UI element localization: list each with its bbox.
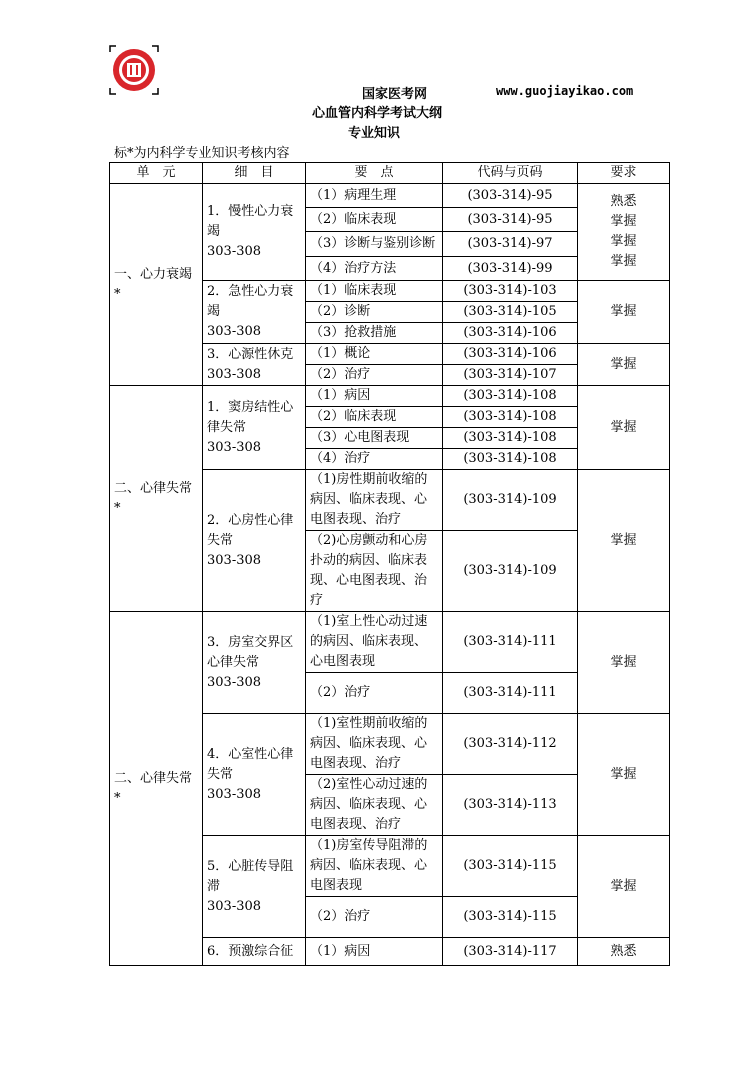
site-url[interactable]: www.guojiayikao.com bbox=[496, 84, 634, 98]
sub-pages: 303-308 bbox=[207, 366, 262, 382]
point-cell: （1）病因 bbox=[306, 938, 443, 966]
column-header: 要 点 bbox=[306, 163, 443, 184]
note-text: 标*为内科学专业知识考核内容 bbox=[114, 146, 290, 161]
sub-cell bbox=[203, 470, 306, 612]
sub-cell bbox=[203, 714, 306, 836]
code-cell: (303-314)-115 bbox=[443, 836, 578, 897]
sub-title: 5．心脏传导阻滞 bbox=[207, 858, 294, 894]
requirement-cell: 熟悉 bbox=[578, 938, 670, 966]
code-cell: (303-314)-103 bbox=[443, 281, 578, 302]
column-header: 代码与页码 bbox=[443, 163, 578, 184]
sub-cell bbox=[203, 281, 306, 344]
point-cell: （3）抢救措施 bbox=[306, 323, 443, 344]
code-cell: (303-314)-99 bbox=[443, 257, 578, 281]
point-cell: （2）临床表现 bbox=[306, 208, 443, 232]
column-header: 要求 bbox=[578, 163, 670, 184]
sub-cell bbox=[203, 612, 306, 714]
point-cell: （1）概论 bbox=[306, 344, 443, 365]
point-cell: （1）病因 bbox=[306, 386, 443, 407]
requirement-cell: 掌握 bbox=[578, 612, 670, 714]
table-row bbox=[110, 386, 670, 407]
point-cell: （2）治疗 bbox=[306, 897, 443, 938]
table-row bbox=[110, 612, 670, 673]
code-cell: (303-314)-106 bbox=[443, 344, 578, 365]
code-cell: (303-314)-105 bbox=[443, 302, 578, 323]
sub-pages: 303-308 bbox=[207, 786, 262, 802]
unit-cell: 二、心律失常* bbox=[110, 386, 203, 612]
sub-title: 2．急性心力衰竭 bbox=[207, 284, 294, 319]
column-header: 单 元 bbox=[110, 163, 203, 184]
point-cell: （1)室上性心动过速的病因、临床表现、心电图表现 bbox=[306, 612, 443, 673]
code-cell: (303-314)-108 bbox=[443, 407, 578, 428]
point-cell: （2）治疗 bbox=[306, 673, 443, 714]
point-cell: （3）心电图表现 bbox=[306, 428, 443, 449]
code-cell: (303-314)-109 bbox=[443, 470, 578, 531]
requirement-line: 熟悉 bbox=[610, 194, 637, 209]
sub-pages: 303-308 bbox=[207, 552, 262, 568]
code-cell: (303-314)-112 bbox=[443, 714, 578, 775]
point-cell: （2）治疗 bbox=[306, 365, 443, 386]
requirement-cell bbox=[578, 184, 670, 281]
document-subtitle: 专业知识 bbox=[348, 126, 401, 141]
code-cell: (303-314)-113 bbox=[443, 775, 578, 836]
code-cell: (303-314)-111 bbox=[443, 673, 578, 714]
sub-pages: 303-308 bbox=[207, 324, 262, 339]
point-cell: （2)心房颤动和心房扑动的病因、临床表现、心电图表现、治疗 bbox=[306, 531, 443, 612]
sub-pages: 303-308 bbox=[207, 674, 262, 690]
sub-pages: 303-308 bbox=[207, 439, 262, 455]
requirement-cell: 掌握 bbox=[578, 386, 670, 470]
point-cell: （4）治疗方法 bbox=[306, 257, 443, 281]
point-cell: （1）临床表现 bbox=[306, 281, 443, 302]
requirement-cell: 掌握 bbox=[578, 836, 670, 938]
point-cell: （2）临床表现 bbox=[306, 407, 443, 428]
unit-cell: 二、心律失常* bbox=[110, 612, 203, 966]
sub-pages: 303-308 bbox=[207, 898, 262, 914]
sub-title: 3．房室交界区心律失常 bbox=[207, 634, 294, 670]
point-cell: （1)房性期前收缩的病因、临床表现、心电图表现、治疗 bbox=[306, 470, 443, 531]
sub-title: 4．心室性心律失常 bbox=[207, 746, 294, 782]
site-name: 国家医考网 bbox=[362, 87, 428, 102]
code-cell: (303-314)-108 bbox=[443, 428, 578, 449]
point-cell: （2)室性心动过速的病因、临床表现、心电图表现、治疗 bbox=[306, 775, 443, 836]
requirement-line: 掌握 bbox=[610, 234, 637, 249]
sub-cell bbox=[203, 836, 306, 938]
code-cell: (303-314)-109 bbox=[443, 531, 578, 612]
requirement-line: 掌握 bbox=[610, 254, 637, 269]
syllabus-table bbox=[109, 162, 670, 966]
code-cell: (303-314)-106 bbox=[443, 323, 578, 344]
code-cell: (303-314)-97 bbox=[443, 232, 578, 257]
column-header: 细 目 bbox=[203, 163, 306, 184]
code-cell: (303-314)-108 bbox=[443, 386, 578, 407]
code-cell: (303-314)-95 bbox=[443, 208, 578, 232]
sub-pages: 303-308 bbox=[207, 244, 262, 259]
point-cell: （4）治疗 bbox=[306, 449, 443, 470]
code-cell: (303-314)-117 bbox=[443, 938, 578, 966]
requirement-cell: 掌握 bbox=[578, 470, 670, 612]
requirement-cell: 掌握 bbox=[578, 714, 670, 836]
sub-cell bbox=[203, 184, 306, 281]
point-cell: （1)室性期前收缩的病因、临床表现、心电图表现、治疗 bbox=[306, 714, 443, 775]
sub-title: 2．心房性心律失常 bbox=[207, 512, 294, 548]
logo-icon bbox=[108, 44, 160, 96]
requirement-cell: 掌握 bbox=[578, 344, 670, 386]
code-cell: (303-314)-111 bbox=[443, 612, 578, 673]
point-cell: （2）诊断 bbox=[306, 302, 443, 323]
code-cell: (303-314)-115 bbox=[443, 897, 578, 938]
requirement-cell: 掌握 bbox=[578, 281, 670, 344]
table-row bbox=[110, 184, 670, 208]
sub-cell bbox=[203, 386, 306, 470]
sub-cell bbox=[203, 344, 306, 386]
header-row bbox=[110, 163, 670, 184]
point-cell: （3）诊断与鉴别诊断 bbox=[306, 232, 443, 257]
code-cell: (303-314)-95 bbox=[443, 184, 578, 208]
sub-title: 1．慢性心力衰竭 bbox=[207, 204, 294, 239]
point-cell: （1）病理生理 bbox=[306, 184, 443, 208]
document-title: 心血管内科学考试大纲 bbox=[312, 106, 443, 121]
sub-title: 3．心源性休克 bbox=[207, 346, 294, 362]
sub-cell bbox=[203, 938, 306, 966]
unit-cell: 一、心力衰竭* bbox=[110, 184, 203, 386]
sub-title: 6．预激综合征 bbox=[207, 943, 294, 959]
code-cell: (303-314)-107 bbox=[443, 365, 578, 386]
requirement-line: 掌握 bbox=[610, 214, 637, 229]
point-cell: （1)房室传导阻滞的病因、临床表现、心电图表现 bbox=[306, 836, 443, 897]
code-cell: (303-314)-108 bbox=[443, 449, 578, 470]
sub-title: 1．窦房结性心律失常 bbox=[207, 399, 294, 435]
